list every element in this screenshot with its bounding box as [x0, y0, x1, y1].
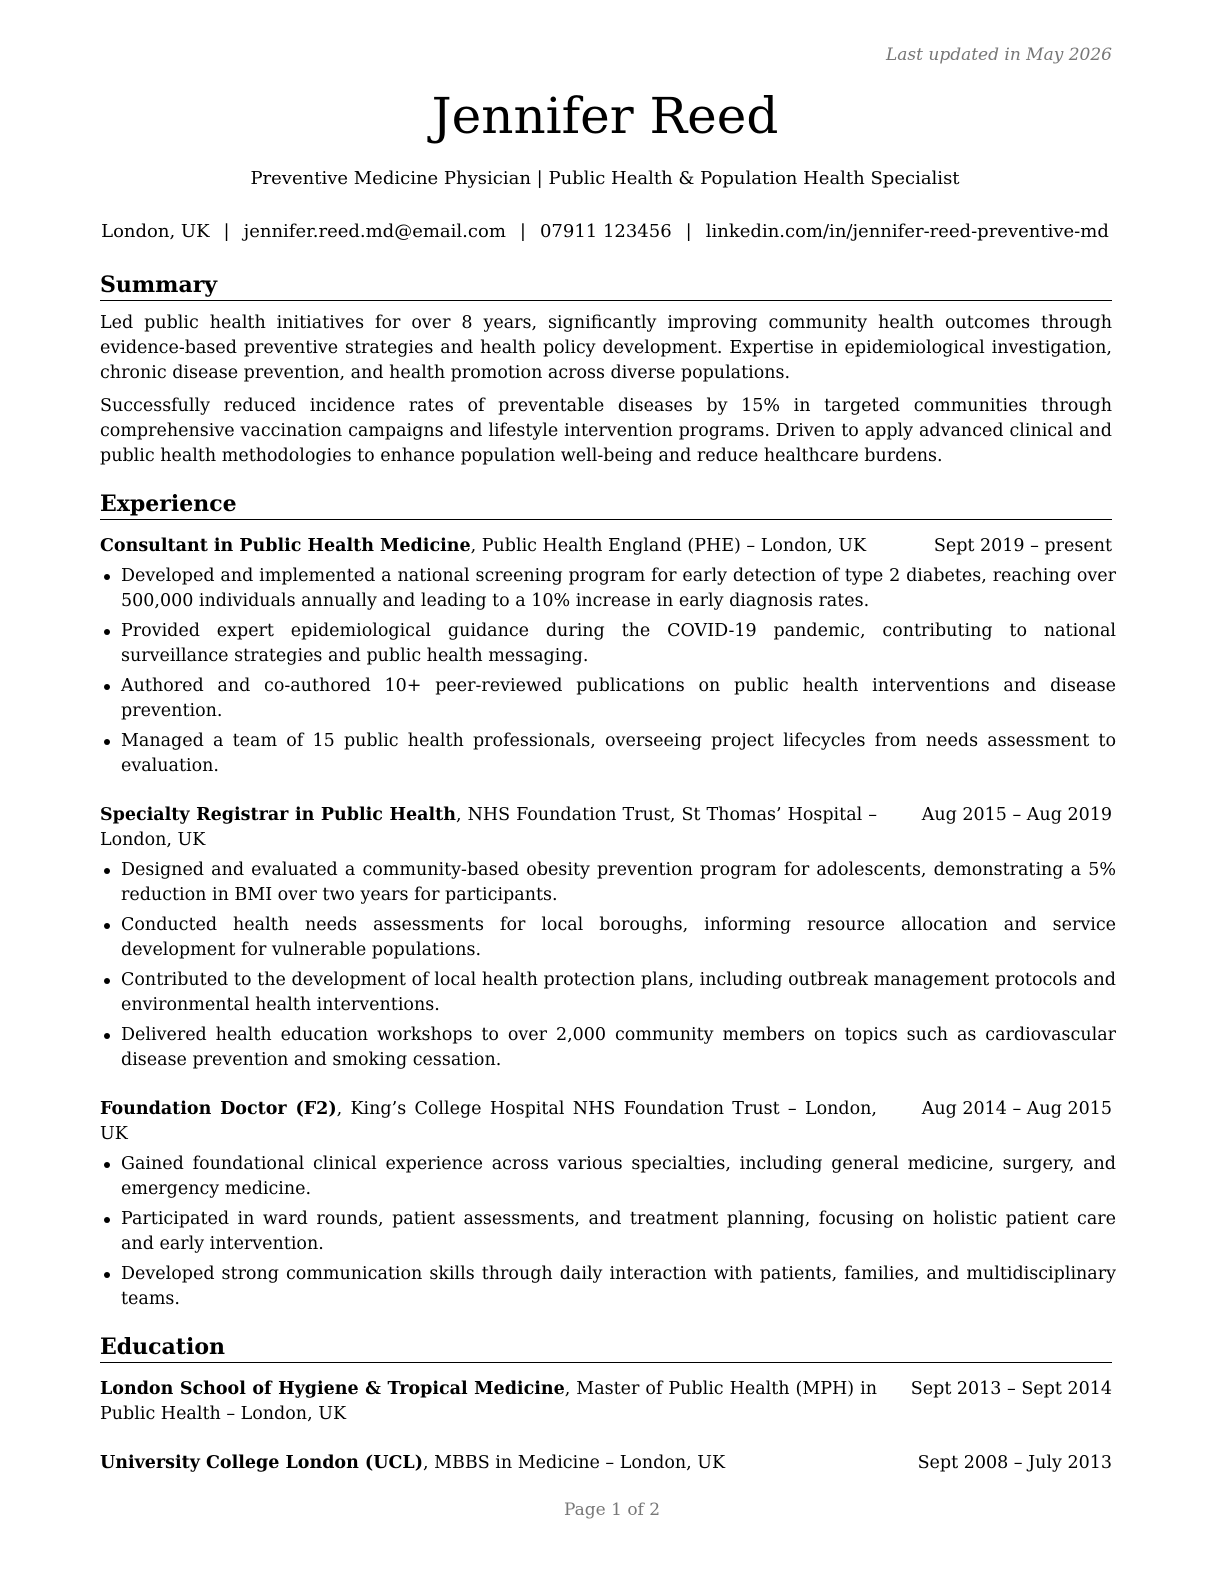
bullet-item: Conducted health needs assessments for local boroughs, informing resource allocation and service development for vulnerable populations. [100, 913, 1116, 963]
section-title-summary: Summary [100, 270, 1112, 301]
bullet-item: Developed and implemented a national screening program for early detection of type 2 diabetes, reaching over 500,000 individuals annually and leading to a 10% increase in early diagnosis rates. [100, 564, 1116, 614]
job-bullets [100, 1152, 1116, 1312]
school-details: , MBBS in Medicine – London, UK [422, 1453, 726, 1473]
section-title-education: Education [100, 1332, 1112, 1363]
job-dates: Aug 2015 – Aug 2019 [921, 805, 1112, 825]
entry-header [100, 1377, 1112, 1427]
education-section [100, 1332, 1112, 1476]
job-bullets [100, 858, 1116, 1073]
entry-header [100, 534, 1112, 559]
entry-header [100, 1451, 1112, 1476]
summary-section [100, 270, 1112, 469]
bullet-item: Contributed to the development of local health protection plans, including outbreak management protocols and environmental health interventions. [100, 968, 1116, 1018]
entry-header [100, 803, 1112, 853]
contact-phone[interactable]: 07911 123456 [539, 221, 672, 242]
contact-location: London, UK [101, 221, 210, 242]
experience-entry [100, 1097, 1116, 1312]
bullet-item: Gained foundational clinical experience across various specialties, including general medicine, surgery, and emergency medicine. [100, 1152, 1116, 1202]
contact-separator: | [685, 221, 692, 242]
job-bullets [100, 564, 1116, 779]
contact-line [0, 219, 1210, 245]
bullet-item: Designed and evaluated a community-based obesity prevention program for adolescents, demonstrating a 5% reduction in BMI over two years for participants. [100, 858, 1116, 908]
school-dates: Sept 2013 – Sept 2014 [910, 1379, 1112, 1399]
contact-linkedin[interactable]: linkedin.com/in/jennifer-reed-preventive-md [705, 221, 1109, 242]
bullet-item: Provided expert epidemiological guidance during the COVID-19 pandemic, contributing to national surveillance strategies and public health messaging. [100, 619, 1116, 669]
experience-entry [100, 803, 1116, 1073]
job-dates: Aug 2014 – Aug 2015 [921, 1099, 1112, 1119]
job-role: Specialty Registrar in Public Health [100, 805, 456, 825]
contact-email[interactable]: jennifer.reed.md@email.com [243, 221, 506, 242]
summary-paragraph: Led public health initiatives for over 8 years, significantly improving community health outcomes through evidence-based preventive strategies and health policy development. Expertise in epidemiological investigation, chronic disease prevention, and health promotion across diverse populations. [100, 313, 1112, 383]
job-details: , Public Health England (PHE) – London, UK [470, 536, 867, 556]
school-details: , Master of Public Health (MPH) in Public Health – London, UK [100, 1379, 877, 1424]
contact-separator: | [223, 221, 230, 242]
candidate-name: Jennifer Reed [431, 87, 779, 145]
contact-separator: | [519, 221, 526, 242]
school-name: University College London (UCL) [100, 1453, 423, 1473]
bullet-item: Developed strong communication skills through daily interaction with patients, families, and multidisciplinary teams. [100, 1262, 1116, 1312]
bullet-item: Delivered health education workshops to over 2,000 community members on topics such as cardiovascular disease prevention and smoking cessation. [100, 1023, 1116, 1073]
education-entry [100, 1451, 1112, 1476]
job-role: Foundation Doctor (F2) [100, 1099, 337, 1119]
school-dates: Sept 2008 – July 2013 [917, 1453, 1112, 1473]
section-title-experience: Experience [100, 489, 1112, 520]
job-dates: Sept 2019 – present [933, 536, 1112, 556]
job-details: , NHS Foundation Trust, St Thomas’ Hospital – London, UK [100, 805, 877, 850]
candidate-headline: Preventive Medicine Physician | Public Health & Population Health Specialist [250, 168, 960, 189]
school-name: London School of Hygiene & Tropical Medicine [100, 1379, 565, 1399]
page-number: Page 1 of 2 [563, 1500, 661, 1520]
experience-section [100, 489, 1116, 1312]
summary-paragraph: Successfully reduced incidence rates of preventable diseases by 15% in targeted communities through comprehensive vaccination campaigns and lifestyle intervention programs. Driven to apply advanced clinical and public health methodologies to enhance population well-being and reduce healthcare burdens. [100, 396, 1112, 466]
job-role: Consultant in Public Health Medicine [100, 536, 471, 556]
job-details: , King’s College Hospital NHS Foundation Trust – London, UK [100, 1099, 877, 1144]
education-entry [100, 1377, 1112, 1427]
bullet-item: Managed a team of 15 public health professionals, overseeing project lifecycles from needs assessment to evaluation. [100, 729, 1116, 779]
last-updated-note: Last updated in May 2026 [885, 45, 1112, 65]
entry-header [100, 1097, 1112, 1147]
resume-content [100, 270, 1116, 1476]
bullet-item: Authored and co-authored 10+ peer-reviewed publications on public health interventions and disease prevention. [100, 674, 1116, 724]
bullet-item: Participated in ward rounds, patient assessments, and treatment planning, focusing on holistic patient care and early intervention. [100, 1207, 1116, 1257]
experience-entry [100, 534, 1116, 779]
